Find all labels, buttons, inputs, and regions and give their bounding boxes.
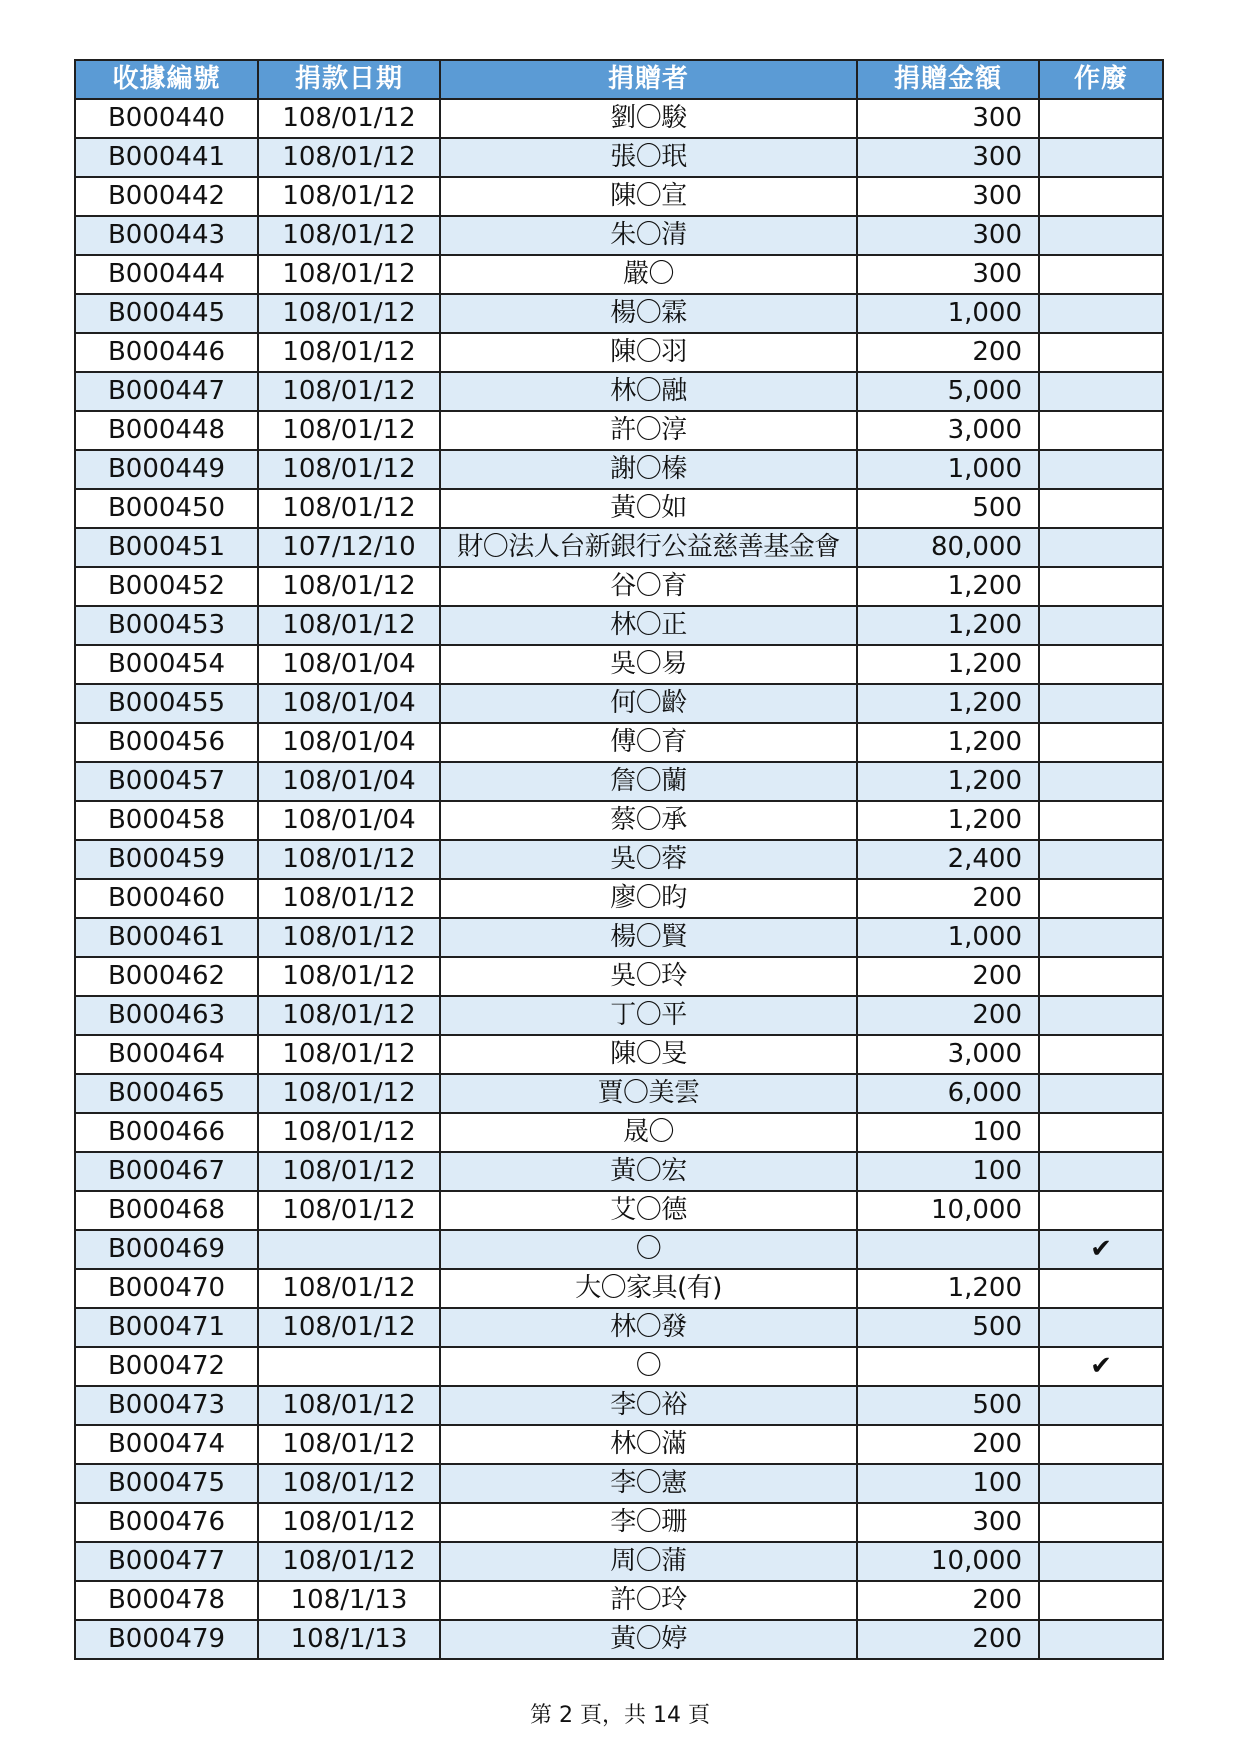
donor-cell: 丁〇平: [440, 996, 857, 1035]
donor-cell: 財〇法人台新銀行公益慈善基金會: [440, 528, 857, 567]
amount-cell: 500: [857, 1308, 1039, 1347]
date-cell: 108/01/12: [258, 177, 440, 216]
date-cell: 108/01/12: [258, 1191, 440, 1230]
amount-cell: 200: [857, 996, 1039, 1035]
amount-cell: 100: [857, 1152, 1039, 1191]
amount-cell: 300: [857, 138, 1039, 177]
amount-cell: 1,200: [857, 723, 1039, 762]
amount-cell: 5,000: [857, 372, 1039, 411]
table-row: [75, 1503, 1163, 1542]
receipt-no-cell: B000456: [75, 723, 258, 762]
date-cell: 108/1/13: [258, 1620, 440, 1659]
donor-cell: 謝〇榛: [440, 450, 857, 489]
date-cell: 108/01/12: [258, 918, 440, 957]
date-cell: 108/01/12: [258, 1269, 440, 1308]
receipt-no-cell: B000449: [75, 450, 258, 489]
date-cell: 108/01/12: [258, 1542, 440, 1581]
table-row: [75, 99, 1163, 138]
amount-cell: 300: [857, 99, 1039, 138]
donor-cell: 詹〇蘭: [440, 762, 857, 801]
receipt-no-cell: B000475: [75, 1464, 258, 1503]
donor-cell: 黃〇如: [440, 489, 857, 528]
void-check-icon: ✔: [1090, 1234, 1112, 1264]
table-row: [75, 606, 1163, 645]
receipt-no-cell: B000443: [75, 216, 258, 255]
header-amount: 捐贈金額: [857, 60, 1039, 99]
donor-cell: 李〇裕: [440, 1386, 857, 1425]
void-cell: [1039, 1152, 1163, 1191]
table-row: [75, 879, 1163, 918]
date-cell: 108/01/12: [258, 99, 440, 138]
void-cell: [1039, 1581, 1163, 1620]
void-cell: [1039, 762, 1163, 801]
amount-cell: 200: [857, 1425, 1039, 1464]
date-cell: 108/01/12: [258, 1503, 440, 1542]
date-cell: 107/12/10: [258, 528, 440, 567]
amount-cell: 3,000: [857, 1035, 1039, 1074]
table-row: [75, 294, 1163, 333]
donor-cell: 黃〇婷: [440, 1620, 857, 1659]
date-cell: 108/01/04: [258, 723, 440, 762]
receipt-no-cell: B000451: [75, 528, 258, 567]
amount-cell: 200: [857, 1620, 1039, 1659]
date-cell: 108/01/12: [258, 255, 440, 294]
amount-cell: 500: [857, 1386, 1039, 1425]
donor-cell: 艾〇德: [440, 1191, 857, 1230]
donor-cell: 許〇淳: [440, 411, 857, 450]
void-cell: [1039, 1269, 1163, 1308]
void-cell: [1039, 723, 1163, 762]
date-cell: 108/01/12: [258, 372, 440, 411]
receipt-no-cell: B000471: [75, 1308, 258, 1347]
table-body: [75, 99, 1163, 1659]
amount-cell: 1,200: [857, 762, 1039, 801]
date-cell: 108/01/12: [258, 411, 440, 450]
amount-cell: 1,200: [857, 801, 1039, 840]
amount-cell: 300: [857, 177, 1039, 216]
void-cell: [1039, 1542, 1163, 1581]
void-cell: [1039, 333, 1163, 372]
date-cell: 108/01/12: [258, 879, 440, 918]
amount-cell: 200: [857, 1581, 1039, 1620]
void-cell: [1039, 177, 1163, 216]
receipt-no-cell: B000447: [75, 372, 258, 411]
donor-cell: 楊〇賢: [440, 918, 857, 957]
receipt-no-cell: B000462: [75, 957, 258, 996]
void-cell: [1039, 1620, 1163, 1659]
date-cell: 108/01/12: [258, 1425, 440, 1464]
date-cell: [258, 1347, 440, 1386]
receipt-no-cell: B000464: [75, 1035, 258, 1074]
void-cell: [1039, 840, 1163, 879]
donor-cell: 吳〇蓉: [440, 840, 857, 879]
table-row: [75, 489, 1163, 528]
void-cell: [1039, 879, 1163, 918]
table-row: [75, 411, 1163, 450]
amount-cell: 3,000: [857, 411, 1039, 450]
donor-cell: 林〇融: [440, 372, 857, 411]
receipt-no-cell: B000467: [75, 1152, 258, 1191]
receipt-no-cell: B000478: [75, 1581, 258, 1620]
donor-cell: 大〇家具(有): [440, 1269, 857, 1308]
donor-cell: 何〇齡: [440, 684, 857, 723]
date-cell: 108/01/12: [258, 1386, 440, 1425]
amount-cell: 1,200: [857, 567, 1039, 606]
date-cell: 108/01/12: [258, 333, 440, 372]
donor-cell: 傅〇育: [440, 723, 857, 762]
amount-cell: 100: [857, 1113, 1039, 1152]
void-cell: [1039, 138, 1163, 177]
table-row: [75, 216, 1163, 255]
table-row: [75, 1308, 1163, 1347]
void-cell: [1039, 255, 1163, 294]
header-row: [75, 60, 1163, 99]
date-cell: 108/01/12: [258, 840, 440, 879]
void-cell: [1039, 1074, 1163, 1113]
table-row: [75, 528, 1163, 567]
donor-cell: 陳〇旻: [440, 1035, 857, 1074]
table-row: [75, 801, 1163, 840]
receipt-no-cell: B000476: [75, 1503, 258, 1542]
table-row: [75, 762, 1163, 801]
table-row: [75, 1035, 1163, 1074]
amount-cell: 300: [857, 216, 1039, 255]
receipt-no-cell: B000460: [75, 879, 258, 918]
table-row: [75, 1074, 1163, 1113]
table-row: [75, 177, 1163, 216]
amount-cell: 1,200: [857, 606, 1039, 645]
date-cell: 108/01/12: [258, 1074, 440, 1113]
date-cell: 108/01/12: [258, 1035, 440, 1074]
header-date: 捐款日期: [258, 60, 440, 99]
date-cell: 108/01/04: [258, 801, 440, 840]
table-row: [75, 333, 1163, 372]
receipt-no-cell: B000454: [75, 645, 258, 684]
table-header: [75, 60, 1163, 99]
receipt-no-cell: B000466: [75, 1113, 258, 1152]
void-cell: [1039, 801, 1163, 840]
donor-cell: 李〇憲: [440, 1464, 857, 1503]
amount-cell: 200: [857, 333, 1039, 372]
table-row: [75, 1425, 1163, 1464]
table-row: [75, 1113, 1163, 1152]
table-row: [75, 1386, 1163, 1425]
receipt-no-cell: B000445: [75, 294, 258, 333]
table-row: [75, 1191, 1163, 1230]
donor-cell: 林〇正: [440, 606, 857, 645]
receipt-no-cell: B000450: [75, 489, 258, 528]
receipt-no-cell: B000452: [75, 567, 258, 606]
void-cell: [1039, 1113, 1163, 1152]
amount-cell: 300: [857, 255, 1039, 294]
table-row: [75, 1581, 1163, 1620]
donor-cell: 張〇珉: [440, 138, 857, 177]
table-row: [75, 957, 1163, 996]
void-cell: [1039, 645, 1163, 684]
date-cell: 108/01/04: [258, 762, 440, 801]
receipt-no-cell: B000446: [75, 333, 258, 372]
void-cell: [1039, 996, 1163, 1035]
amount-cell: 10,000: [857, 1542, 1039, 1581]
receipt-no-cell: B000455: [75, 684, 258, 723]
date-cell: 108/01/12: [258, 1113, 440, 1152]
table-row: [75, 1230, 1163, 1269]
table-row: [75, 1620, 1163, 1659]
date-cell: 108/01/12: [258, 1152, 440, 1191]
donor-cell: 陳〇羽: [440, 333, 857, 372]
receipt-no-cell: B000479: [75, 1620, 258, 1659]
table-row: [75, 1152, 1163, 1191]
donor-cell: 黃〇宏: [440, 1152, 857, 1191]
date-cell: 108/01/12: [258, 996, 440, 1035]
void-cell: [1039, 489, 1163, 528]
receipt-no-cell: B000470: [75, 1269, 258, 1308]
receipt-no-cell: B000457: [75, 762, 258, 801]
donor-cell: 蔡〇承: [440, 801, 857, 840]
amount-cell: 500: [857, 489, 1039, 528]
receipt-no-cell: B000465: [75, 1074, 258, 1113]
table-row: [75, 450, 1163, 489]
void-cell: [1039, 684, 1163, 723]
void-cell: [1039, 294, 1163, 333]
date-cell: 108/01/12: [258, 138, 440, 177]
donor-cell: 吳〇易: [440, 645, 857, 684]
date-cell: 108/01/12: [258, 1464, 440, 1503]
date-cell: 108/01/12: [258, 957, 440, 996]
header-receipt-no: 收據編號: [75, 60, 258, 99]
date-cell: 108/01/12: [258, 567, 440, 606]
receipt-no-cell: B000472: [75, 1347, 258, 1386]
date-cell: 108/01/12: [258, 450, 440, 489]
amount-cell: 300: [857, 1503, 1039, 1542]
amount-cell: [857, 1230, 1039, 1269]
header-donor: 捐贈者: [440, 60, 857, 99]
date-cell: 108/01/12: [258, 1308, 440, 1347]
donor-cell: 李〇珊: [440, 1503, 857, 1542]
amount-cell: 100: [857, 1464, 1039, 1503]
donor-cell: 劉〇駿: [440, 99, 857, 138]
receipt-no-cell: B000473: [75, 1386, 258, 1425]
donor-cell: 朱〇清: [440, 216, 857, 255]
void-cell: [1039, 528, 1163, 567]
table-row: [75, 567, 1163, 606]
receipt-no-cell: B000453: [75, 606, 258, 645]
table-row: [75, 723, 1163, 762]
void-cell: [1039, 1308, 1163, 1347]
void-cell: [1039, 1503, 1163, 1542]
donor-cell: 林〇發: [440, 1308, 857, 1347]
receipt-no-cell: B000448: [75, 411, 258, 450]
amount-cell: 2,400: [857, 840, 1039, 879]
amount-cell: 80,000: [857, 528, 1039, 567]
donor-cell: 〇: [440, 1230, 857, 1269]
void-cell: [1039, 99, 1163, 138]
amount-cell: 1,000: [857, 450, 1039, 489]
donation-receipt-table: [74, 59, 1164, 1660]
receipt-no-cell: B000477: [75, 1542, 258, 1581]
void-cell: [1039, 567, 1163, 606]
amount-cell: 200: [857, 957, 1039, 996]
table-row: [75, 372, 1163, 411]
donor-cell: 吳〇玲: [440, 957, 857, 996]
receipt-no-cell: B000442: [75, 177, 258, 216]
date-cell: 108/01/12: [258, 294, 440, 333]
amount-cell: 1,000: [857, 918, 1039, 957]
void-cell: [1039, 957, 1163, 996]
void-cell: [1039, 1230, 1163, 1269]
receipt-no-cell: B000468: [75, 1191, 258, 1230]
receipt-no-cell: B000440: [75, 99, 258, 138]
date-cell: [258, 1230, 440, 1269]
table-row: [75, 1464, 1163, 1503]
receipt-no-cell: B000459: [75, 840, 258, 879]
void-cell: [1039, 1035, 1163, 1074]
page-indicator: 第 2 頁，共 14 頁: [530, 1703, 710, 1728]
donor-cell: 陳〇宣: [440, 177, 857, 216]
date-cell: 108/01/04: [258, 684, 440, 723]
table-row: [75, 138, 1163, 177]
amount-cell: 6,000: [857, 1074, 1039, 1113]
receipt-no-cell: B000441: [75, 138, 258, 177]
table-row: [75, 1347, 1163, 1386]
void-cell: [1039, 372, 1163, 411]
amount-cell: 1,200: [857, 645, 1039, 684]
donor-cell: 嚴〇: [440, 255, 857, 294]
void-cell: [1039, 411, 1163, 450]
date-cell: 108/01/12: [258, 606, 440, 645]
donor-cell: 廖〇昀: [440, 879, 857, 918]
date-cell: 108/1/13: [258, 1581, 440, 1620]
void-cell: [1039, 1347, 1163, 1386]
receipt-no-cell: B000463: [75, 996, 258, 1035]
void-cell: [1039, 1464, 1163, 1503]
date-cell: 108/01/12: [258, 489, 440, 528]
donor-cell: 楊〇霖: [440, 294, 857, 333]
receipt-no-cell: B000474: [75, 1425, 258, 1464]
date-cell: 108/01/12: [258, 216, 440, 255]
receipt-no-cell: B000444: [75, 255, 258, 294]
amount-cell: 1,200: [857, 684, 1039, 723]
donor-cell: 賈〇美雲: [440, 1074, 857, 1113]
header-void: 作廢: [1039, 60, 1163, 99]
void-cell: [1039, 1191, 1163, 1230]
amount-cell: [857, 1347, 1039, 1386]
void-cell: [1039, 216, 1163, 255]
donor-cell: 周〇蒲: [440, 1542, 857, 1581]
void-cell: [1039, 606, 1163, 645]
receipt-no-cell: B000461: [75, 918, 258, 957]
receipt-no-cell: B000458: [75, 801, 258, 840]
void-cell: [1039, 450, 1163, 489]
amount-cell: 1,200: [857, 1269, 1039, 1308]
table-row: [75, 1542, 1163, 1581]
table-row: [75, 840, 1163, 879]
table-row: [75, 255, 1163, 294]
table-row: [75, 1269, 1163, 1308]
amount-cell: 10,000: [857, 1191, 1039, 1230]
receipt-no-cell: B000469: [75, 1230, 258, 1269]
date-cell: 108/01/04: [258, 645, 440, 684]
donor-cell: 〇: [440, 1347, 857, 1386]
donor-cell: 谷〇育: [440, 567, 857, 606]
void-cell: [1039, 918, 1163, 957]
void-check-icon: ✔: [1090, 1351, 1112, 1381]
amount-cell: 200: [857, 879, 1039, 918]
donor-cell: 晟〇: [440, 1113, 857, 1152]
table-row: [75, 996, 1163, 1035]
table-row: [75, 918, 1163, 957]
donor-cell: 林〇滿: [440, 1425, 857, 1464]
amount-cell: 1,000: [857, 294, 1039, 333]
void-cell: [1039, 1425, 1163, 1464]
donor-cell: 許〇玲: [440, 1581, 857, 1620]
table-row: [75, 684, 1163, 723]
table-row: [75, 645, 1163, 684]
void-cell: [1039, 1386, 1163, 1425]
